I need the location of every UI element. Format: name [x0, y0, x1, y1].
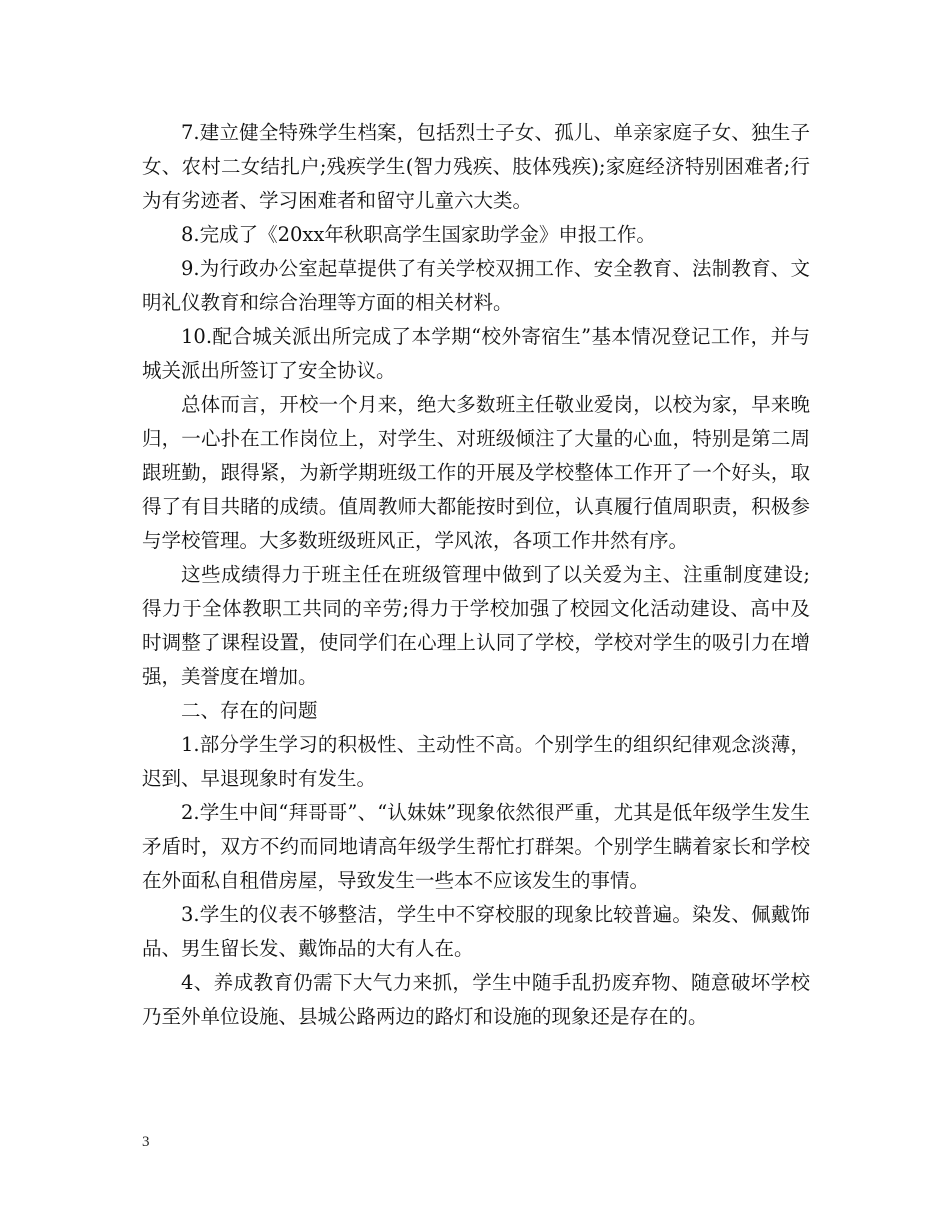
page-number: 3	[142, 1134, 150, 1150]
problem-item-3: 3.学生的仪表不够整洁，学生中不穿校服的现象比较普遍。染发、佩戴饰品、男生留长发、戴饰品的大有人在。	[142, 903, 810, 960]
paragraph-item-9: 9.为行政办公室起草提供了有关学校双拥工作、安全教育、法制教育、文明礼仪教育和综合治理等方面的相关材料。	[142, 257, 810, 314]
section-heading-problems: 二、存在的问题	[181, 699, 318, 722]
problem-item-1: 1.部分学生学习的积极性、主动性不高。个别学生的组织纪律观念淡薄，迟到、早退现象时有发生。	[142, 733, 810, 790]
paragraph-summary: 总体而言，开校一个月来，绝大多数班主任敬业爱岗，以校为家，早来晚归，一心扑在工作岗位上，对学生、对班级倾注了大量的心血，特别是第二周跟班勤，跟得紧，为新学期班级工作的开展及学校整体工作开了一个好头，取得了有目共睹的成绩。值周教师大都能按时到位，认真履行值周职责，积极参与学校管理。大多数班级班风正，学风浓，各项工作井然有序。	[142, 393, 810, 552]
document-body	[142, 116, 810, 1034]
paragraph-item-10: 10.配合城关派出所完成了本学期“校外寄宿生”基本情况登记工作，并与城关派出所签订了安全协议。	[142, 325, 810, 382]
problem-item-2: 2.学生中间“拜哥哥”、“认妹妹”现象依然很严重，尤其是低年级学生发生矛盾时，双方不约而同地请高年级学生帮忙打群架。个别学生瞒着家长和学校在外面私自租借房屋，导致发生一些本不应该发生的事情。	[142, 801, 810, 892]
paragraph-item-8: 8.完成了《20xx年秋职高学生国家助学金》申报工作。	[181, 223, 656, 246]
paragraph-item-7: 7.建立健全特殊学生档案，包括烈士子女、孤儿、单亲家庭子女、独生子女、农村二女结扎户;残疾学生(智力残疾、肢体残疾);家庭经济特别困难者;行为有劣迹者、学习困难者和留守儿童六大类。	[142, 121, 810, 212]
problem-item-4: 4、养成教育仍需下大气力来抓，学生中随手乱扔废弃物、随意破坏学校乃至外单位设施、县城公路两边的路灯和设施的现象还是存在的。	[142, 971, 810, 1028]
paragraph-achievements: 这些成绩得力于班主任在班级管理中做到了以关爱为主、注重制度建设;得力于全体教职工共同的辛劳;得力于学校加强了校园文化活动建设、高中及时调整了课程设置，使同学们在心理上认同了学校，学校对学生的吸引力在增强，美誉度在增加。	[142, 563, 810, 688]
